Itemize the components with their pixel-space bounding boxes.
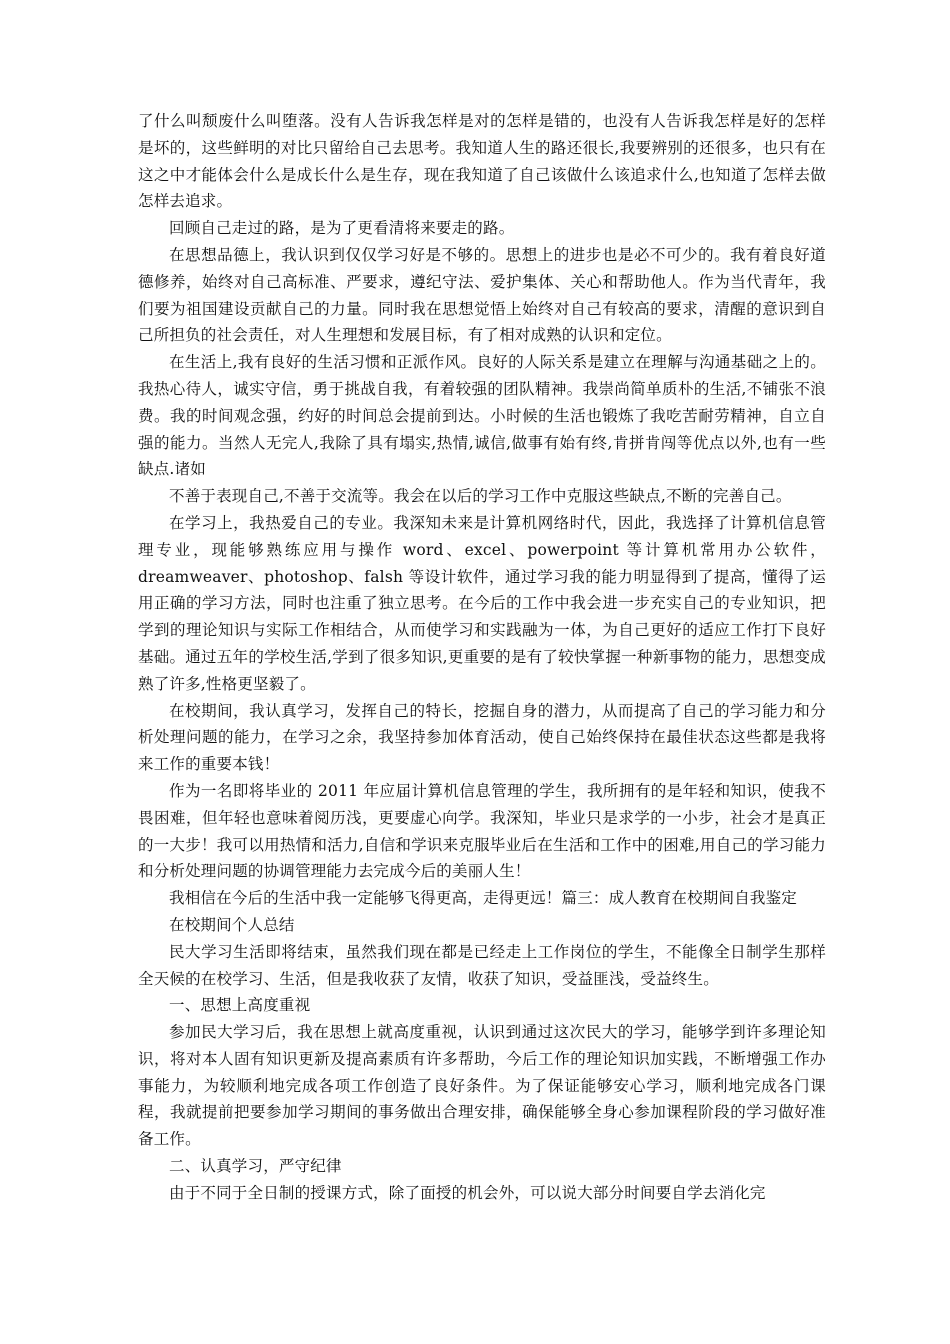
paragraph: 回顾自己走过的路，是为了更看清将来要走的路。 <box>169 219 515 238</box>
paragraph: 了什么叫颓废什么叫堕落。没有人告诉我怎样是对的怎样是错的，也没有人告诉我怎样是好的怎样是坏的，这些鲜明的对比只留给自己去思考。我知道人生的路还很长,我要辨别的还很多，也只有在这之中才能体会什么是成长什么是生存，现在我知道了自己该做什么该追求什么,也知道了怎样去做怎样去追求。 <box>138 112 826 211</box>
paragraph: 作为一名即将毕业的 2011 年应届计算机信息管理的学生，我所拥有的是年轻和知识，使我不畏困难，但年轻也意味着阅历浅，更要虚心向学。我深知，毕业只是求学的一小步，社会才是真正的一大步！我可以用热情和活力,自信和学识来克服毕业后在生活和工作中的困难,用自己的学习能力和分析处理问题的协调管理能力去完成今后的美丽人生！ <box>138 781 826 881</box>
section-heading: 二、认真学习，严守纪律 <box>169 1157 342 1176</box>
paragraph: 在校期间，我认真学习，发挥自己的特长，挖掘自身的潜力，从而提高了自己的学习能力和分析处理问题的能力，在学习之余，我坚持参加体育活动，使自己始终保持在最佳状态这些都是我将来工作的重要本钱！ <box>138 701 826 774</box>
section-heading: 在校期间个人总结 <box>169 915 295 934</box>
paragraph: 由于不同于全日制的授课方式，除了面授的机会外，可以说大部分时间要自学去消化完 <box>169 1183 766 1202</box>
paragraph: 在生活上,我有良好的生活习惯和正派作风。良好的人际关系是建立在理解与沟通基础之上的。我热心待人，诚实守信，勇于挑战自我，有着较强的团队精神。我崇尚简单质朴的生活,不铺张不浪费。我的时间观念强，约好的时间总会提前到达。小时候的生活也锻炼了我吃苦耐劳精神，自立自强的能力。当然人无完人,我除了具有塌实,热情,诚信,做事有始有终,肯拼肯闯等优点以外,也有一些缺点.诸如 <box>138 353 826 479</box>
paragraph: 我相信在今后的生活中我一定能够飞得更高，走得更远！篇三：成人教育在校期间自我鉴定 <box>169 889 798 908</box>
document-body <box>138 108 826 1207</box>
paragraph: 参加民大学习后，我在思想上就高度重视，认识到通过这次民大的学习，能够学到许多理论知识，将对本人固有知识更新及提高素质有许多帮助，今后工作的理论知识加实践，不断增强工作办事能力，为较顺利地完成各项工作创造了良好条件。为了保证能够安心学习，顺利地完成各门课程，我就提前把要参加学习期间的事务做出合理安排，确保能够全身心参加课程阶段的学习做好准备工作。 <box>138 1023 826 1149</box>
paragraph: 不善于表现自己,不善于交流等。我会在以后的学习工作中克服这些缺点,不断的完善自己。 <box>169 487 792 506</box>
paragraph: 在学习上，我热爱自己的专业。我深知未来是计算机网络时代，因此，我选择了计算机信息管理专业，现能够熟练应用与操作 word、excel、powerpoint 等计算机常用办公软件，dreamweaver、photoshop、falsh 等设计软件，通过学习我的能力明显得到了提高，懂得了运用正确的学习方法，同时也注重了独立思考。在今后的工作中我会进一步充实自己的专业知识，把学到的理论知识与实际工作相结合，从而使学习和实践融为一体，为自己更好的适应工作打下良好基础。通过五年的学校生活,学到了很多知识,更重要的是有了较快掌握一种新事物的能力，思想变成熟了许多,性格更坚毅了。 <box>138 513 826 693</box>
paragraph: 在思想品德上，我认识到仅仅学习好是不够的。思想上的进步也是必不可少的。我有着良好道德修养，始终对自己高标准、严要求，遵纪守法、爱护集体、关心和帮助他人。作为当代青年，我们要为祖国建设贡献自己的力量。同时我在思想觉悟上始终对自己有较高的要求，清醒的意识到自己所担负的社会责任，对人生理想和发展目标，有了相对成熟的认识和定位。 <box>138 245 826 345</box>
paragraph: 民大学习生活即将结束，虽然我们现在都是已经走上工作岗位的学生，不能像全日制学生那样全天候的在校学习、生活，但是我收获了友情，收获了知识，受益匪浅，受益终生。 <box>138 942 826 988</box>
section-heading: 一、思想上高度重视 <box>169 996 311 1015</box>
